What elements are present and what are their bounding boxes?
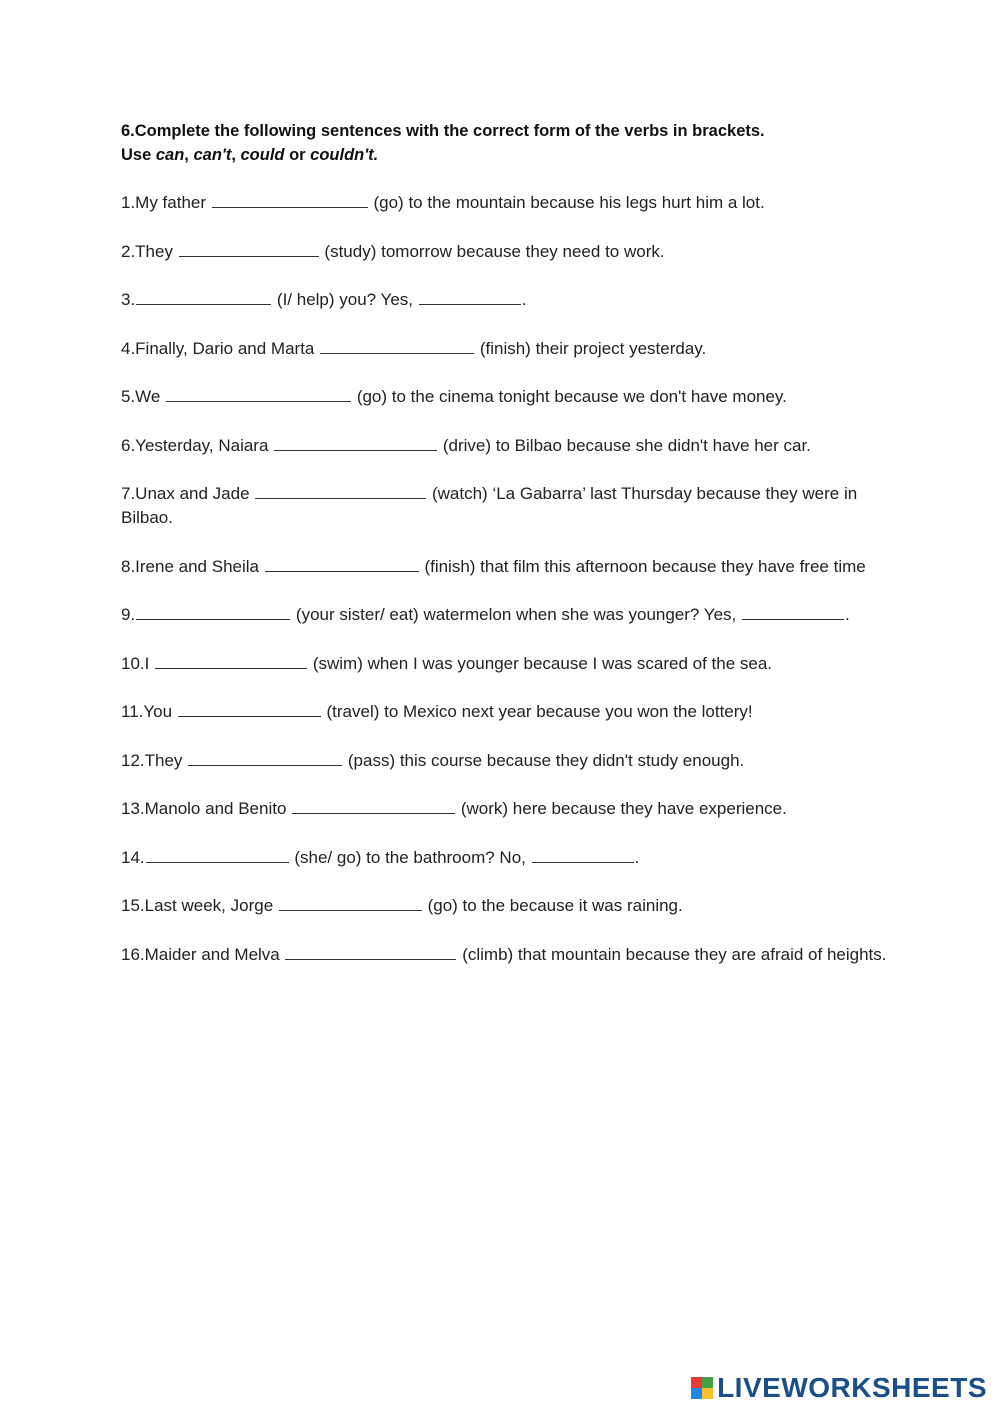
answer-blank-13[interactable] — [292, 812, 455, 814]
sentence-10-start: 10.I — [121, 653, 155, 673]
sentence-8-start: 8.Irene and Sheila — [121, 556, 264, 576]
heading-line-1: 6.Complete the following sentences with the correct form of the verbs in brackets. — [121, 122, 765, 140]
answer-blank-8[interactable] — [265, 570, 419, 572]
sentence-2 — [121, 240, 901, 264]
sentence-3-middle: (I/ help) you? Yes, — [272, 290, 418, 309]
sentence-5-end: (go) to the cinema tonight because we don't have money. — [352, 387, 787, 406]
heading-sep-2: , — [231, 146, 241, 164]
answer-blank-1[interactable] — [212, 206, 368, 208]
sentence-12-start: 12.They — [121, 750, 188, 770]
sentence-8 — [121, 555, 901, 579]
sentence-11 — [121, 700, 901, 724]
answer-blank-15[interactable] — [279, 909, 422, 911]
heading-cant: can't — [193, 146, 232, 164]
sentence-9-start: 9. — [121, 605, 136, 624]
heading-use: Use — [121, 146, 156, 164]
sentence-14-middle: (she/ go) to the bathroom? No, — [289, 847, 531, 867]
sentence-15-end: (go) to the because it was raining. — [422, 896, 683, 915]
sentence-15-start: 15.Last week, Jorge — [121, 896, 278, 915]
sentence-6-start: 6.Yesterday, Naiara — [121, 435, 274, 455]
answer-blank-4[interactable] — [320, 352, 474, 354]
answer-blank-7[interactable] — [255, 497, 426, 499]
sentence-10 — [121, 652, 901, 676]
heading-sep-1: , — [184, 146, 194, 164]
sentence-13-start: 13.Manolo and Benito — [121, 799, 292, 818]
answer-blank-14[interactable] — [146, 861, 289, 863]
heading-couldnt: couldn't. — [310, 146, 379, 164]
heading-could: could — [240, 146, 285, 164]
sentence-16-start: 16.Maider and Melva — [121, 944, 285, 964]
logo-square-yellow — [702, 1388, 713, 1399]
sentence-16 — [121, 943, 901, 967]
heading-or: or — [284, 146, 311, 164]
answer-blank-10[interactable] — [155, 667, 307, 669]
answer-blank-14b[interactable] — [532, 861, 634, 863]
answer-blank-9b[interactable] — [742, 618, 844, 620]
sentence-3 — [121, 288, 901, 312]
sentence-15 — [121, 894, 901, 918]
answer-blank-9[interactable] — [136, 618, 290, 620]
sentence-6 — [121, 434, 901, 458]
sentence-11-end: (travel) to Mexico next year because you won the lottery! — [321, 702, 753, 721]
answer-blank-3b[interactable] — [419, 303, 521, 305]
answer-blank-16[interactable] — [285, 958, 456, 960]
sentence-8-end: (finish) that film this afternoon because they have free time — [419, 556, 866, 576]
sentence-7-end: (watch) ‘La Gabarra’ last Thursday because they were in Bilbao. — [121, 484, 858, 527]
sentence-9 — [121, 603, 901, 627]
sentence-11-start: 11.You — [121, 702, 177, 721]
answer-blank-6[interactable] — [274, 449, 437, 451]
logo-square-green — [702, 1377, 713, 1388]
sentence-2-end: (study) tomorrow because they need to work. — [319, 241, 665, 261]
liveworksheets-logo — [691, 1373, 987, 1403]
sentence-7-start: 7.Unax and Jade — [121, 484, 255, 503]
sentence-13-end: (work) here because they have experience. — [456, 799, 787, 818]
answer-blank-11[interactable] — [178, 715, 321, 717]
sentence-1-start: 1.My father — [121, 193, 211, 212]
sentence-3-end: . — [521, 290, 527, 309]
sentence-14 — [121, 846, 901, 870]
sentence-1 — [121, 191, 901, 215]
sentence-3-start: 3. — [121, 290, 136, 309]
sentence-9-end: . — [844, 605, 850, 624]
heading-can: can — [155, 146, 185, 164]
sentence-1-end: (go) to the mountain because his legs hurt him a lot. — [368, 193, 765, 212]
sentence-4-start: 4.Finally, Dario and Marta — [121, 338, 320, 358]
answer-blank-12[interactable] — [188, 764, 342, 766]
exercise-heading — [121, 119, 901, 167]
logo-text: LIVEWORKSHEETS — [717, 1372, 987, 1403]
sentence-5-start: 5.We — [121, 387, 166, 406]
sentence-7 — [121, 482, 901, 530]
logo-square-blue — [691, 1388, 702, 1399]
sentence-5 — [121, 385, 901, 409]
sentence-12-end: (pass) this course because they didn't study enough. — [343, 750, 745, 770]
sentence-4 — [121, 337, 901, 361]
answer-blank-5[interactable] — [166, 400, 351, 402]
sentence-9-middle: (your sister/ eat) watermelon when she was younger? Yes, — [291, 605, 741, 624]
logo-square-red — [691, 1377, 702, 1388]
sentence-10-end: (swim) when I was younger because I was scared of the sea. — [308, 653, 773, 673]
sentence-2-start: 2.They — [121, 241, 178, 261]
sentence-16-end: (climb) that mountain because they are afraid of heights. — [457, 944, 887, 964]
sentence-14-start: 14. — [121, 847, 145, 867]
sentence-12 — [121, 749, 901, 773]
answer-blank-2[interactable] — [179, 255, 319, 257]
sentence-6-end: (drive) to Bilbao because she didn't have her car. — [438, 435, 811, 455]
answer-blank-3[interactable] — [136, 303, 271, 305]
sentence-13 — [121, 797, 901, 821]
liveworksheets-logo-icon — [691, 1377, 713, 1399]
worksheet — [121, 119, 901, 991]
sentence-4-end: (finish) their project yesterday. — [475, 338, 707, 358]
sentence-14-end: . — [634, 847, 640, 867]
